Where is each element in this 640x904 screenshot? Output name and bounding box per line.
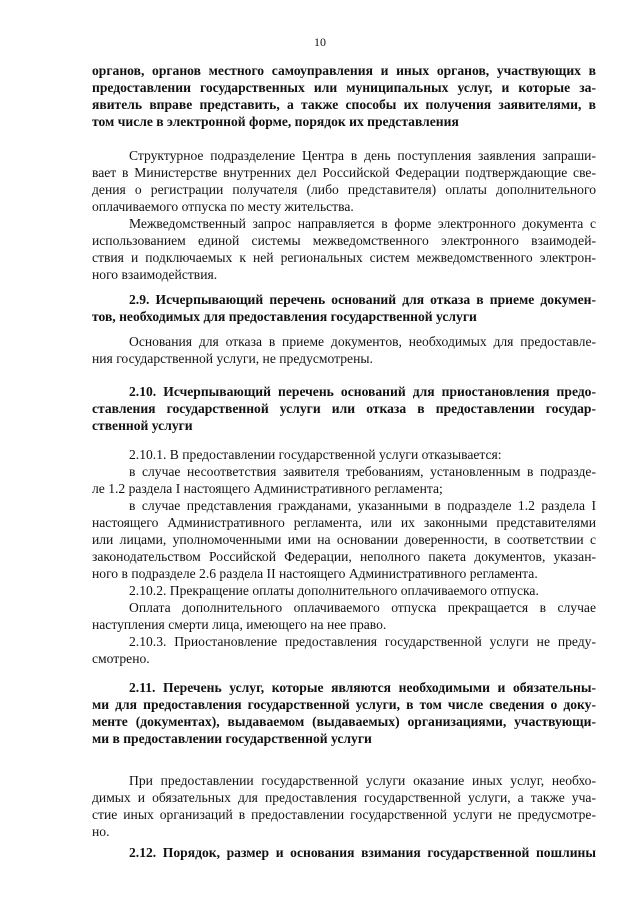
heading-line: органов, органов местного самоуправления и иных органов, участвующих в <box>92 63 596 78</box>
text-line: димых и обязательных для предоставления государственной услуги, а также уча- <box>92 790 596 805</box>
heading-line: 2.11. Перечень услуг, которые являются необходимыми и обязательны- <box>129 680 596 695</box>
text-line: 2.10.3. Приостановление предоставления государственной услуги не преду- <box>129 634 596 649</box>
text-line: в случае представления гражданами, указанными в подразделе 1.2 раздела I <box>129 498 596 513</box>
text-line: Межведомственный запрос направляется в форме электронного документа с <box>129 216 596 231</box>
heading-line: 2.9. Исчерпывающий перечень оснований для отказа в приеме докумен- <box>129 292 596 307</box>
text-line: Структурное подразделение Центра в день поступления заявления запраши- <box>129 148 596 163</box>
text-line: настоящего Административного регламента, или их законными представителями <box>92 515 596 530</box>
text-line: смотрено. <box>92 651 150 666</box>
text-line: ле 1.2 раздела I настоящего Административного регламента; <box>92 481 443 496</box>
text-line: дения о регистрации получателя (либо представителя) оплаты дополнительного <box>92 182 596 197</box>
heading-line: том числе в электронной форме, порядок их представления <box>92 114 459 129</box>
heading-line: ми для предоставления государственной услуги, в том числе сведения о доку- <box>92 697 596 712</box>
text-line: использованием единой системы межведомственного электронного взаимодей- <box>92 233 596 248</box>
text-line: ния государственной услуги, не предусмотрены. <box>92 351 373 366</box>
text-line: оплачиваемого отпуска по месту жительства. <box>92 199 354 214</box>
text-line: ного в подразделе 2.6 раздела II настоящего Административного регламента. <box>92 566 538 581</box>
text-line: вает в Министерстве внутренних дел Российской Федерации подтверждающие све- <box>92 165 596 180</box>
text-line: 2.10.2. Прекращение оплаты дополнительного оплачиваемого отпуска. <box>129 583 539 598</box>
page-number: 10 <box>314 35 326 49</box>
text-line: Оплата дополнительного оплачиваемого отпуска прекращается в случае <box>129 600 596 615</box>
text-line: ствия и подключаемых к ней региональных систем межведомственного электрон- <box>92 250 596 265</box>
heading-line: 2.12. Порядок, размер и основания взимания государственной пошлины <box>129 845 596 860</box>
heading-line: предоставлении государственных или муниципальных услуг, и которые за- <box>92 80 596 95</box>
text-line: 2.10.1. В предоставлении государственной услуги отказывается: <box>129 447 502 462</box>
heading-line: ми в предоставлении государственной услуги <box>92 731 372 746</box>
text-line: или лицами, уполномоченными ими на основании доверенности, в соответствии с <box>92 532 596 547</box>
text-line: наступления смерти лица, имеющего на нее право. <box>92 617 387 632</box>
text-line: стие иных организаций в предоставлении государственной услуги не предусмотре- <box>92 807 596 822</box>
heading-line: явитель вправе представить, а также способы их получения заявителями, в <box>92 97 596 112</box>
heading-line: менте (документах), выдаваемом (выдаваемых) организациями, участвующи- <box>92 714 596 729</box>
heading-line: ставления государственной услуги или отказа в предоставлении государ- <box>92 401 596 416</box>
text-line: При предоставлении государственной услуги оказание иных услуг, необхо- <box>129 773 596 788</box>
text-line: законодательством Российской Федерации, неполного пакета документов, указан- <box>92 549 596 564</box>
text-line: но. <box>92 824 110 839</box>
text-line: ного взаимодействия. <box>92 267 218 282</box>
heading-line: тов, необходимых для предоставления государственной услуги <box>92 309 477 324</box>
text-line: Основания для отказа в приеме документов, необходимых для предоставле- <box>129 334 596 349</box>
text-line: в случае несоответствия заявителя требованиям, установленным в подразде- <box>129 464 596 479</box>
heading-line: ственной услуги <box>92 418 193 433</box>
heading-line: 2.10. Исчерпывающий перечень оснований для приостановления предо- <box>129 384 596 399</box>
